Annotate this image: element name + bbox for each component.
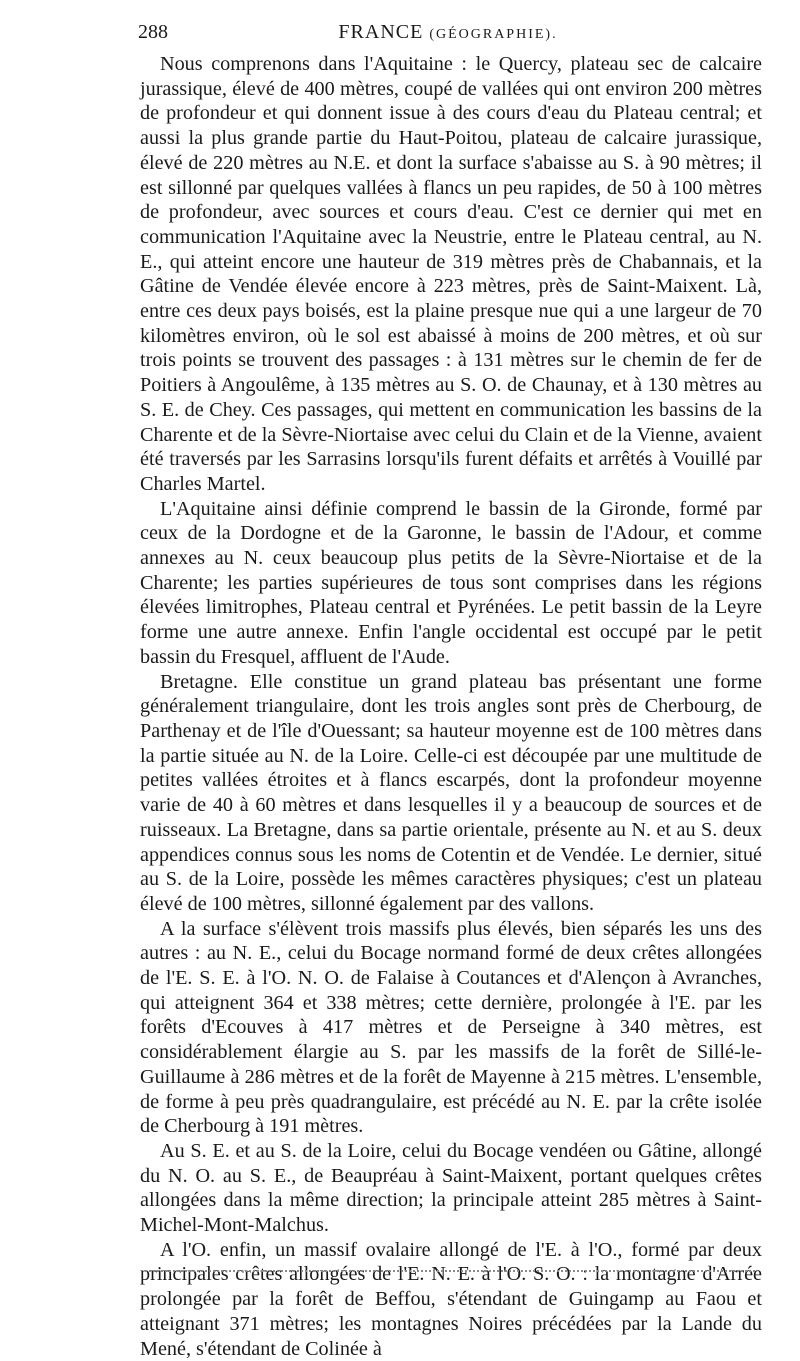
paragraph-aquitaine-basins: L'Aquitaine ainsi définie comprend le bassin de la Gironde, formé par ceux de la Dordogne et de la Garonne, le bassin de l'Adour, et comme annexes au N. ceux beaucoup plus petits de la Sèvre-Niortaise et de la Charente; les parties supérieures de tous sont comprises dans les régions élevées limitrophes, Plateau central et Pyrénées. Le petit bassin de la Leyre forme une autre annexe. Enfin l'angle occidental est occupé par le petit bassin du Fresquel, affluent de l'Aude. (140, 497, 762, 668)
running-title-subtitle: (GÉOGRAPHIE). (429, 27, 558, 42)
page-body (140, 52, 762, 1361)
page-number: 288 (138, 21, 168, 43)
paragraph-massifs: A la surface s'élèvent trois massifs plus élevés, bien séparés les uns des autres : au N. E., celui du Bocage normand formé de deux crêtes allongées de l'E. S. E. à l'O. N. O. de Falaise à Coutances et d'Alençon à Avranches, qui atteignent 364 et 338 mètres; cette dernière, prolongée à l'E. par les forêts d'Ecouves à 417 mètres et de Perseigne à 340 mètres, est considérablement élargie au S. par les massifs de la forêt de Sillé-le-Guillaume à 286 mètres et de la forêt de Mayenne à 215 mètres. L'ensemble, de forme à peu près quadrangulaire, est précédé au N. E. par la crête isolée de Cherbourg à 191 mètres. (140, 917, 762, 1138)
paragraph-bocage-vendeen: Au S. E. et au S. de la Loire, celui du Bocage vendéen ou Gâtine, allongé du N. O. au S. E., de Beaupréau à Saint-Maixent, portant quelques crêtes allongées dans la même direction; la principale atteint 285 mètres à Saint-Michel-Mont-Malchus. (140, 1139, 762, 1237)
running-title-main: FRANCE (338, 21, 424, 43)
paragraph-bretagne: Bretagne. Elle constitue un grand plateau bas présentant une forme généralement triangulaire, dont les trois angles sont près de Cherbourg, de Parthenay et de l'île d'Ouessant; sa hauteur moyenne est de 100 mètres dans la partie située au N. de la Loire. Celle-ci est découpée par une multitude de petites vallées étroites et à flancs escarpés, dont la profondeur moyenne varie de 40 à 60 mètres et dans lesquelles il y a beaucoup de sources et de ruisseaux. La Bretagne, dans sa partie orientale, présente au N. et au S. deux appendices connus sous les noms de Cotentin et de Vendée. Le dernier, situé au S. de la Loire, possède les mêmes caractères physiques; c'est un plateau élevé de 100 mètres, sillonné également par des vallons. (140, 670, 762, 915)
running-title (138, 18, 758, 49)
paragraph-massif-ouest: A l'O. enfin, un massif ovalaire allongé de l'E. à l'O., formé par deux principales crêtes allongées de l'E. N. E. à l'O. S. O. : la montagne d'Arrée prolongée par la forêt de Beffou, s'étendant de Guingamp au Faou et atteignant 371 mètres; les montagnes Noires précédées par la Lande du Mené, s'étendant de Colinée à (140, 1238, 762, 1360)
page-header (138, 18, 758, 46)
footer-dotted-rule (145, 1270, 755, 1272)
paragraph-quercy-poitou: Nous comprenons dans l'Aquitaine : le Quercy, plateau sec de calcaire jurassique, élevé de 400 mètres, coupé de vallées qui ont environ 200 mètres de profondeur et qui donnent issue à des cours d'eau du Plateau central; et aussi la plus grande partie du Haut-Poitou, plateau de calcaire jurassique, élevé de 220 mètres au N.E. et dont la surface s'abaisse au S. à 90 mètres; il est sillonné par quelques vallées à flancs un peu rapides, de 50 à 100 mètres de profondeur, avec sources et cours d'eau. C'est ce dernier qui met en communication l'Aquitaine avec la Neustrie, entre le Plateau central, au N. E., qui atteint encore une hauteur de 319 mètres près de Chabannais, et la Gâtine de Vendée élevée encore à 223 mètres, près de Saint-Maixent. Là, entre ces deux pays boisés, est la plaine presque nue qui a une largeur de 70 kilomètres environ, où le sol est abaissé à moins de 200 mètres, et où sur trois points se trouvent des passages : à 131 mètres sur le chemin de fer de Poitiers à Angoulême, à 135 mètres au S. O. de Chaunay, et à 130 mètres au S. E. de Chey. Ces passages, qui mettent en communication les bassins de la Charente et de la Sèvre-Niortaise avec celui du Clain et de la Vienne, avaient été traversés par les Sarrasins lorsqu'ils furent défaits et arrêtés à Vouillé par Charles Martel. (140, 53, 762, 495)
